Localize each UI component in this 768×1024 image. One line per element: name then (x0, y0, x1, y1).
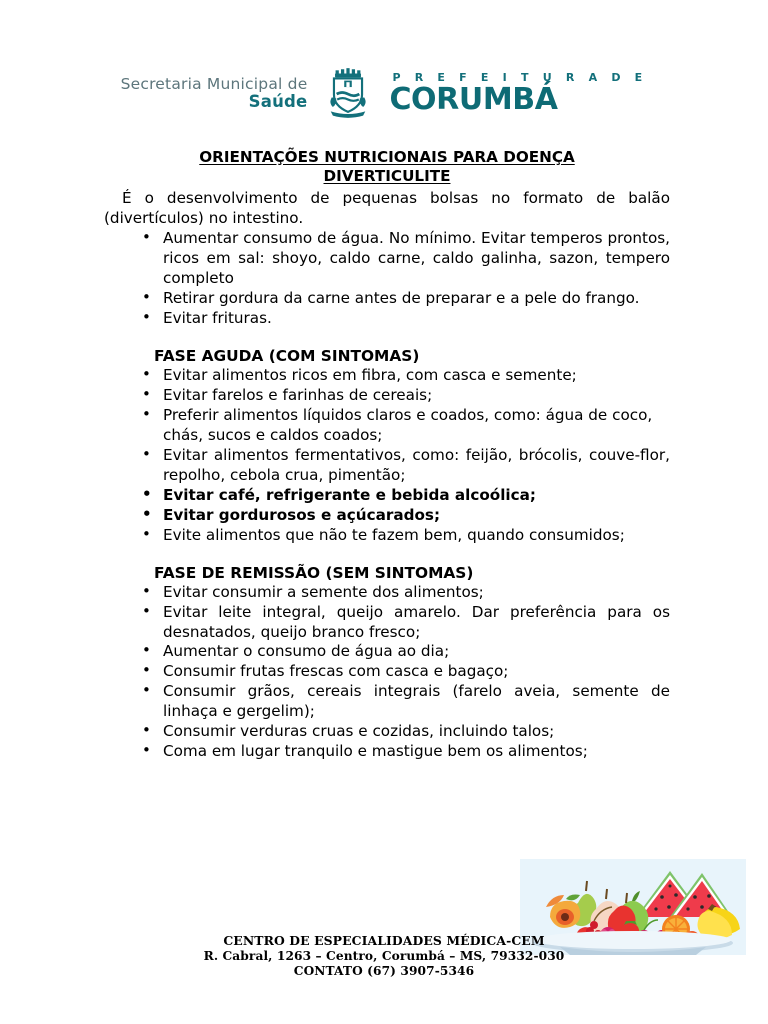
list-item: • Evite alimentos que não te fazem bem, quando consumidos; (104, 526, 670, 546)
prefeitura-label: P R E F E I T U R A D E (392, 70, 648, 84)
city-name: CORUMBÁ (389, 81, 558, 117)
list-item: • Consumir frutas frescas com casca e bagaço; (104, 662, 670, 682)
list-item: • Evitar leite integral, queijo amarelo. Dar preferência para os desnatados, queijo branco fresco; (104, 603, 670, 643)
document-content (104, 148, 670, 762)
general-tips-list (104, 229, 670, 329)
list-item: • Evitar farelos e farinhas de cereais; (104, 386, 670, 406)
footer-line-2: R. Cabral, 1263 – Centro, Corumbá – MS, 79332-030 (203, 948, 565, 963)
spacer (104, 329, 670, 346)
page-title (104, 148, 670, 187)
list-item: • Evitar gordurosos e açúcarados; (104, 506, 670, 526)
list-item: • Evitar consumir a semente dos alimentos; (104, 583, 670, 603)
secretaria-logo (121, 76, 308, 110)
section-heading-acute: FASE AGUDA (COM SINTOMAS) (154, 346, 420, 365)
header-logo-band (0, 62, 768, 124)
page-title-line2: DIVERTICULITE (323, 167, 451, 186)
footer (0, 933, 768, 980)
list-item: • Aumentar o consumo de água ao dia; (104, 642, 670, 662)
secretaria-line2: Saúde (248, 91, 308, 111)
list-item: • Consumir verduras cruas e cozidas, incluindo talos; (104, 722, 670, 742)
acute-phase-list (104, 366, 670, 546)
list-item: • Evitar alimentos fermentativos, como: feijão, brócolis, couve-flor, repolho, cebola crua, pimentão; (104, 446, 670, 486)
list-item: • Retirar gordura da carne antes de preparar e a pele do frango. (104, 289, 670, 309)
secretaria-line1: Secretaria Municipal de (120, 74, 308, 93)
list-item: • Consumir grãos, cereais integrais (farelo aveia, semente de linhaça e gergelim); (104, 682, 670, 722)
list-item: • Evitar café, refrigerante e bebida alcoólica; (104, 486, 670, 506)
coat-of-arms-icon (321, 66, 375, 120)
remission-phase-list (104, 583, 670, 763)
list-item: • Evitar alimentos ricos em fibra, com casca e semente; (104, 366, 670, 386)
page-title-line1: ORIENTAÇÕES NUTRICIONAIS PARA DOENÇA (199, 148, 575, 166)
footer-line-3: CONTATO (67) 3907-5346 (293, 964, 475, 979)
footer-line-1: CENTRO DE ESPECIALIDADES MÉDICA-CEM (223, 933, 545, 948)
section-heading-remission: FASE DE REMISSÃO (SEM SINTOMAS) (154, 563, 474, 582)
list-item: • Aumentar consumo de água. No mínimo. Evitar temperos prontos, ricos em sal: shoyo, caldo carne, caldo galinha, sazon, tempero completo (104, 229, 670, 289)
spacer (104, 546, 670, 563)
prefeitura-logo (389, 72, 647, 115)
intro-paragraph: É o desenvolvimento de pequenas bolsas no formato de balão (divertículos) no intestino. (104, 188, 670, 227)
list-item: • Evitar frituras. (104, 309, 670, 329)
list-item: • Preferir alimentos líquidos claros e coados, como: água de coco, chás, sucos e caldos coados; (104, 406, 670, 446)
list-item: • Coma em lugar tranquilo e mastigue bem os alimentos; (104, 742, 670, 762)
